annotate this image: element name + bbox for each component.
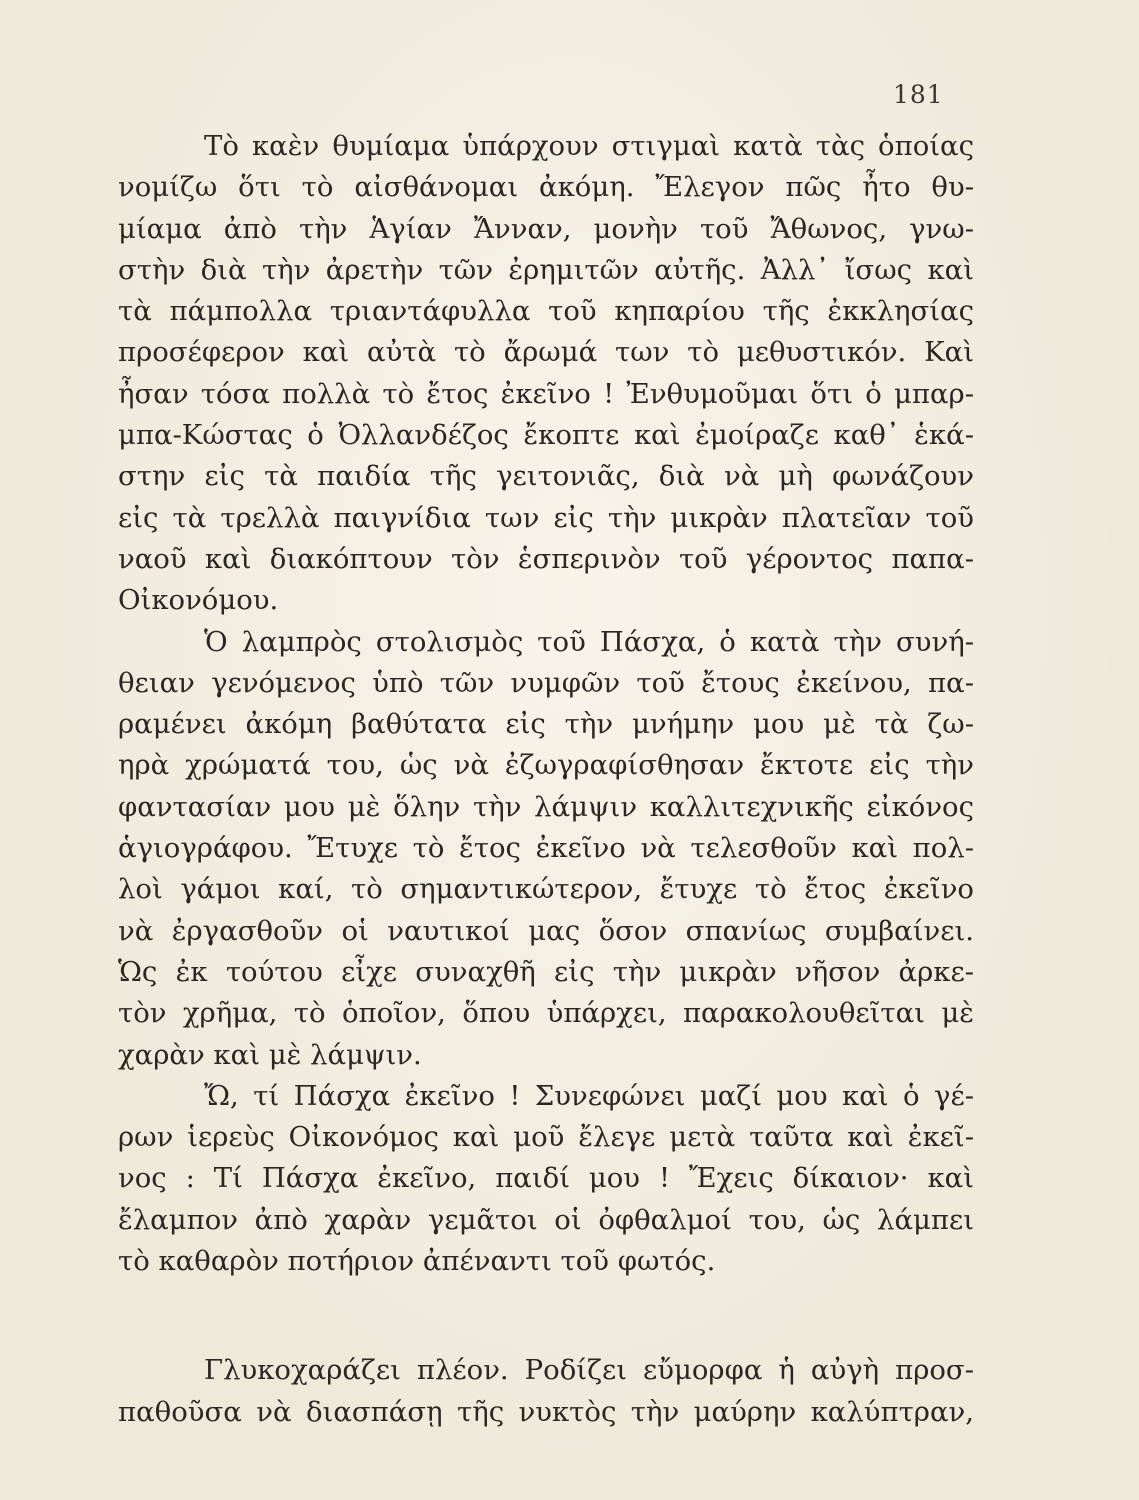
text-line: Ὁ λαμπρὸς στολισμὸς τοῦ Πάσχα, ὁ κατὰ τὴν συνή- xyxy=(204,625,974,658)
text-line: νος : Τί Πάσχα ἐκεῖνο, παιδί μου ! Ἔχεις δίκαιον· καὶ xyxy=(118,1162,974,1195)
text-line: μπα-Κώστας ὁ Ὀλλανδέζος ἔκοπτε καὶ ἐμοίραζε καθ᾽ ἑκά- xyxy=(118,419,974,452)
paragraph-2 xyxy=(118,622,974,1076)
text-line: Ὤ, τί Πάσχα ἐκεῖνο ! Συνεφώνει μαζί μου καὶ ὁ γέ- xyxy=(204,1079,974,1112)
text-line: στην εἰς τὰ παιδία τῆς γειτονιᾶς, διὰ νὰ μὴ φωνάζουν xyxy=(118,460,974,493)
text-line: τὰ πάμπολλα τριαντάφυλλα τοῦ κηπαρίου τῆς ἐκκλησίας xyxy=(118,295,974,328)
text-line: Ὡς ἐκ τούτου εἶχε συναχθῆ εἰς τὴν μικρὰν νῆσον ἀρκε- xyxy=(118,955,974,988)
text-line: ἦσαν τόσα πολλὰ τὸ ἔτος ἐκεῖνο ! Ἐνθυμοῦμαι ὅτι ὁ μπαρ- xyxy=(118,377,974,410)
text-line: τὸν χρῆμα, τὸ ὁποῖον, ὅπου ὑπάρχει, παρακολουθεῖται μὲ xyxy=(118,997,974,1030)
text-line: ἁγιογράφου. Ἔτυχε τὸ ἔτος ἐκεῖνο νὰ τελεσθοῦν καὶ πολ- xyxy=(118,832,974,865)
paragraph-3 xyxy=(118,1076,974,1282)
text-line: ἔλαμπον ἀπὸ χαρὰν γεμᾶτοι οἱ ὀφθαλμοί του, ὡς λάμπει xyxy=(118,1203,974,1236)
body-text xyxy=(118,126,974,1433)
page-number: 181 xyxy=(893,80,944,109)
text-line: εἰς τὰ τρελλὰ παιγνίδια των εἰς τὴν μικρὰν πλατεῖαν τοῦ xyxy=(118,501,974,534)
text-line: ηρὰ χρώματά του, ὡς νὰ ἐζωγραφίσθησαν ἔκτοτε εἰς τὴν xyxy=(118,749,974,782)
text-line: Γλυκοχαράζει πλέον. Ροδίζει εὔμορφα ἡ αὐγὴ προσ- xyxy=(204,1354,974,1387)
text-line: θειαν γενόμενος ὑπὸ τῶν νυμφῶν τοῦ ἔτους ἐκείνου, πα- xyxy=(118,666,974,699)
paragraph-4 xyxy=(118,1350,974,1433)
text-line: Τὸ καὲν θυμίαμα ὑπάρχουν στιγμαὶ κατὰ τὰς ὁποίας xyxy=(204,130,974,162)
text-line: νὰ ἐργασθοῦν οἱ ναυτικοί μας ὅσον σπανίως συμβαίνει. xyxy=(118,914,974,947)
text-line: τὸ καθαρὸν ποτήριον ἀπέναντι τοῦ φωτός. xyxy=(118,1245,716,1278)
text-line: μίαμα ἀπὸ τὴν Ἁγίαν Ἄνναν, μονὴν τοῦ Ἄθωνος, γνω- xyxy=(118,212,974,245)
text-line: χαρὰν καὶ μὲ λάμψιν. xyxy=(118,1038,422,1071)
text-line: προσέφερον καὶ αὐτὰ τὸ ἄρωμά των τὸ μεθυστικόν. Καὶ xyxy=(118,336,974,369)
text-line: ραμένει ἀκόμη βαθύτατα εἰς τὴν μνήμην μου μὲ τὰ ζω- xyxy=(118,708,974,741)
text-line: φαντασίαν μου μὲ ὅλην τὴν λάμψιν καλλιτεχνικῆς εἰκόνος xyxy=(118,790,974,823)
text-line: στὴν διὰ τὴν ἀρετὴν τῶν ἐρημιτῶν αὐτῆς. Ἀλλ᾽ ἴσως καὶ xyxy=(118,253,974,286)
section-gap xyxy=(118,1282,974,1350)
text-line: λοὶ γάμοι καί, τὸ σημαντικώτερον, ἔτυχε τὸ ἔτος ἐκεῖνο xyxy=(118,873,974,906)
text-line: παθοῦσα νὰ διασπάσῃ τῆς νυκτὸς τὴν μαύρην καλύπτραν, xyxy=(118,1395,974,1428)
text-line: ναοῦ καὶ διακόπτουν τὸν ἑσπερινὸν τοῦ γέροντος παπα- xyxy=(118,542,974,575)
text-line: Οἰκονόμου. xyxy=(118,584,279,617)
paragraph-1 xyxy=(118,126,974,622)
text-line: ρων ἱερεὺς Οἰκονόμος καὶ μοῦ ἔλεγε μετὰ ταῦτα καὶ ἐκεῖ- xyxy=(118,1121,974,1154)
text-line: νομίζω ὅτι τὸ αἰσθάνομαι ἀκόμη. Ἔλεγον πῶς ἦτο θυ- xyxy=(118,171,974,204)
